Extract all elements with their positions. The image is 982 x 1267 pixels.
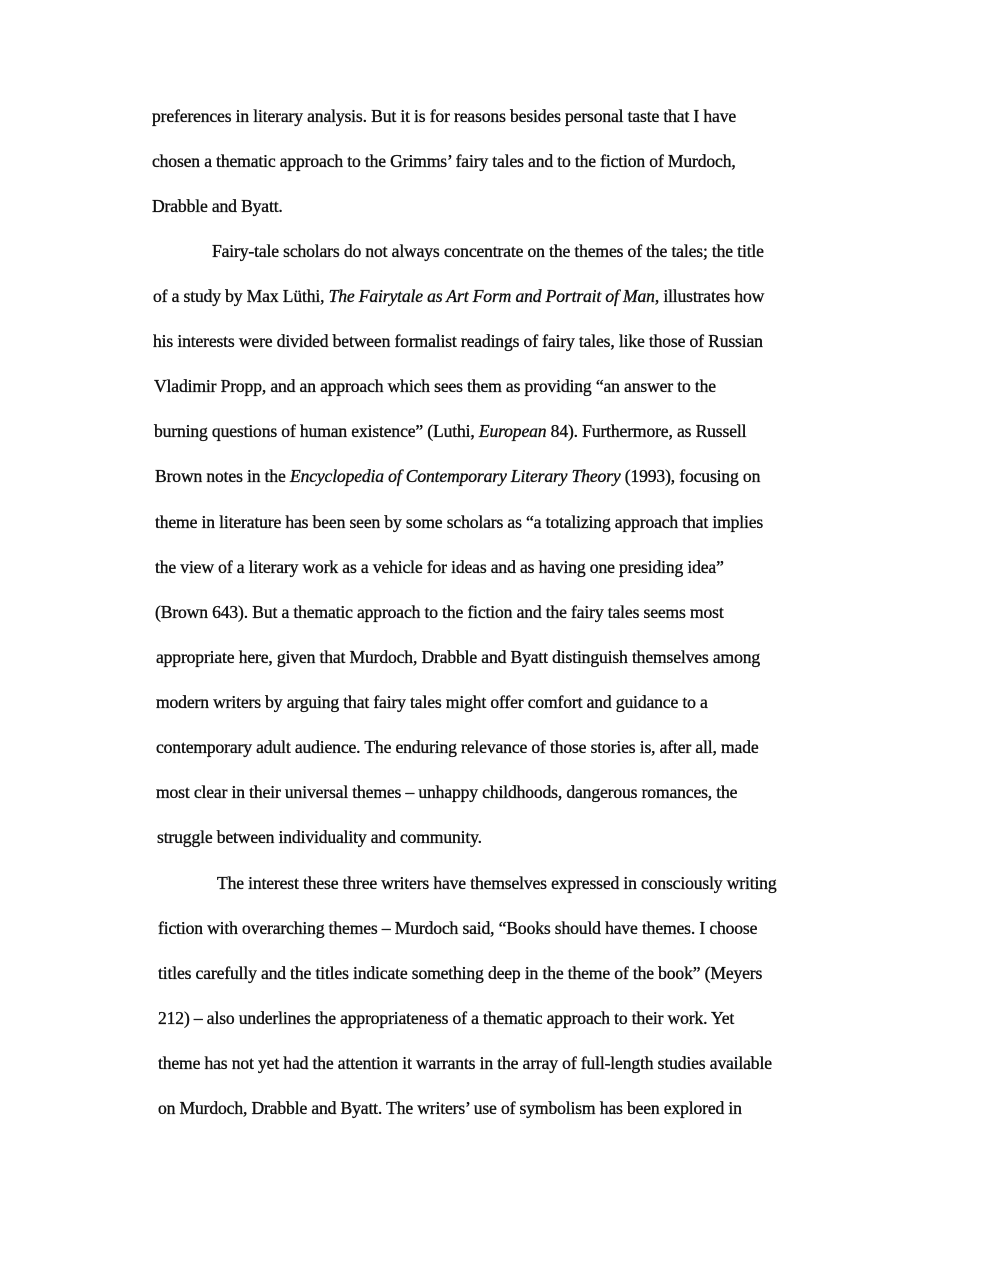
text-line: (Brown 643). But a thematic approach to the fiction and the fairy tales seems most	[155, 602, 724, 622]
text-span: of a study by Max Lüthi,	[153, 286, 329, 306]
book-title: The Fairytale as Art Form and Portrait of Man	[328, 286, 655, 306]
text-line: fiction with overarching themes – Murdoch said, “Books should have themes. I choose	[158, 918, 758, 938]
book-title: Encyclopedia of Contemporary Literary Theory	[289, 466, 621, 486]
text-line: theme in literature has been seen by some scholars as “a totalizing approach that implies	[155, 512, 764, 532]
text-line: struggle between individuality and community.	[157, 827, 482, 847]
text-span: Brown notes in the	[155, 466, 290, 486]
book-title: European	[478, 421, 547, 441]
text-line: chosen a thematic approach to the Grimms’ fairy tales and to the fiction of Murdoch,	[152, 151, 736, 171]
text-line: The interest these three writers have themselves expressed in consciously writing	[217, 873, 777, 893]
text-line: modern writers by arguing that fairy tales might offer comfort and guidance to a	[156, 692, 708, 712]
text-line: 212) – also underlines the appropriateness of a thematic approach to their work. Yet	[158, 1008, 735, 1028]
text-span: , illustrates how	[654, 286, 765, 306]
text-line	[153, 285, 764, 307]
text-line: Vladimir Propp, and an approach which sees them as providing “an answer to the	[154, 376, 716, 396]
text-line: on Murdoch, Drabble and Byatt. The writers’ use of symbolism has been explored in	[158, 1098, 742, 1118]
text-span: burning questions of human existence” (Luthi,	[154, 421, 479, 441]
text-line: most clear in their universal themes – unhappy childhoods, dangerous romances, the	[156, 782, 738, 802]
text-line: titles carefully and the titles indicate something deep in the theme of the book” (Meyers	[158, 963, 763, 983]
text-line: contemporary adult audience. The enduring relevance of those stories is, after all, made	[156, 737, 759, 757]
text-line: Fairy-tale scholars do not always concentrate on the themes of the tales; the title	[212, 241, 764, 261]
text-line: theme has not yet had the attention it warrants in the array of full-length studies available	[158, 1053, 772, 1073]
text-line: Drabble and Byatt.	[152, 196, 283, 216]
text-line: appropriate here, given that Murdoch, Drabble and Byatt distinguish themselves among	[156, 647, 761, 667]
text-span: 84). Furthermore, as Russell	[546, 421, 747, 441]
text-line: preferences in literary analysis. But it is for reasons besides personal taste that I have	[152, 106, 737, 126]
text-line	[155, 465, 760, 487]
text-line: the view of a literary work as a vehicle for ideas and as having one presiding idea”	[155, 557, 724, 577]
text-span: (1993), focusing on	[620, 466, 761, 486]
text-line: his interests were divided between formalist readings of fairy tales, like those of Russian	[153, 331, 763, 351]
text-line	[154, 420, 746, 442]
